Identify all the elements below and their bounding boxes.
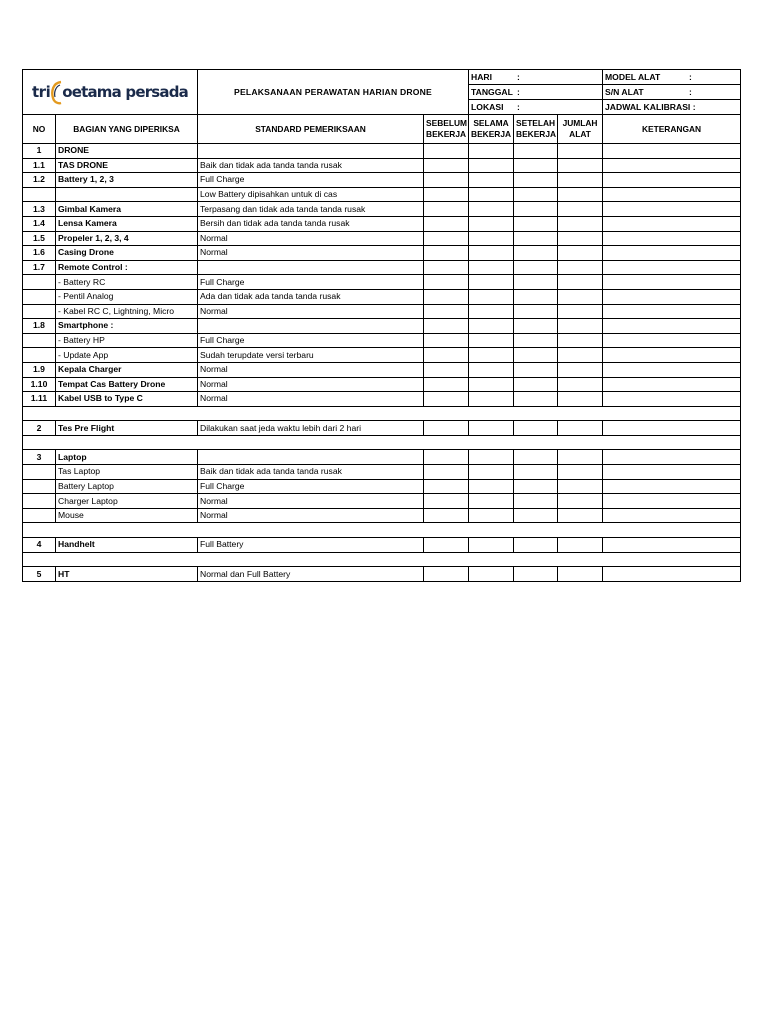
check-sebelum[interactable] xyxy=(424,304,469,319)
col-jumlah: JUMLAH ALAT xyxy=(558,115,603,144)
table-row xyxy=(23,275,741,290)
row-standard: Full Charge xyxy=(198,479,424,494)
check-selama[interactable] xyxy=(469,275,514,290)
row-item: Kabel USB to Type C xyxy=(56,392,198,407)
blank-cell xyxy=(23,435,741,450)
row-standard: Full Charge xyxy=(198,173,424,188)
jumlah-alat[interactable] xyxy=(558,158,603,173)
table-row xyxy=(23,144,741,159)
table-row xyxy=(23,289,741,304)
jumlah-alat[interactable] xyxy=(558,260,603,275)
field-sn-alat[interactable]: S/N ALAT : xyxy=(603,85,741,100)
row-standard: Normal xyxy=(198,494,424,509)
field-lokasi[interactable]: LOKASI : xyxy=(469,100,603,115)
jumlah-alat[interactable] xyxy=(558,465,603,480)
blank-row xyxy=(23,523,741,538)
keterangan[interactable] xyxy=(603,508,741,523)
table-row xyxy=(23,421,741,436)
check-setelah[interactable] xyxy=(514,465,558,480)
check-setelah[interactable] xyxy=(514,304,558,319)
company-logo xyxy=(23,70,198,115)
row-no: 1.7 xyxy=(23,260,56,275)
check-setelah[interactable] xyxy=(514,158,558,173)
check-selama[interactable] xyxy=(469,377,514,392)
keterangan[interactable] xyxy=(603,158,741,173)
jumlah-alat[interactable] xyxy=(558,202,603,217)
check-selama[interactable] xyxy=(469,231,514,246)
row-standard: Baik dan tidak ada tanda tanda rusak xyxy=(198,465,424,480)
table-row xyxy=(23,304,741,319)
jumlah-alat[interactable] xyxy=(558,246,603,261)
check-selama[interactable] xyxy=(469,538,514,553)
table-row xyxy=(23,348,741,363)
check-setelah[interactable] xyxy=(514,567,558,582)
keterangan[interactable] xyxy=(603,333,741,348)
jumlah-alat[interactable] xyxy=(558,319,603,334)
table-row xyxy=(23,158,741,173)
keterangan[interactable] xyxy=(603,479,741,494)
check-setelah[interactable] xyxy=(514,362,558,377)
check-sebelum[interactable] xyxy=(424,187,469,202)
check-sebelum[interactable] xyxy=(424,362,469,377)
row-standard: Normal xyxy=(198,304,424,319)
row-no: 4 xyxy=(23,538,56,553)
keterangan[interactable] xyxy=(603,216,741,231)
row-no: 1 xyxy=(23,144,56,159)
row-standard: Low Battery dipisahkan untuk di cas xyxy=(198,187,424,202)
check-setelah[interactable] xyxy=(514,289,558,304)
check-setelah[interactable] xyxy=(514,421,558,436)
row-no: 5 xyxy=(23,567,56,582)
row-no: 1.5 xyxy=(23,231,56,246)
check-sebelum[interactable] xyxy=(424,538,469,553)
check-sebelum[interactable] xyxy=(424,392,469,407)
keterangan[interactable] xyxy=(603,377,741,392)
row-standard: Normal xyxy=(198,231,424,246)
row-standard: Full Battery xyxy=(198,538,424,553)
table-row xyxy=(23,362,741,377)
row-item: HT xyxy=(56,567,198,582)
blank-row xyxy=(23,552,741,567)
check-setelah[interactable] xyxy=(514,377,558,392)
check-selama[interactable] xyxy=(469,246,514,261)
row-item: - Battery HP xyxy=(56,333,198,348)
table-row xyxy=(23,392,741,407)
check-selama[interactable] xyxy=(469,289,514,304)
check-setelah[interactable] xyxy=(514,202,558,217)
keterangan[interactable] xyxy=(603,246,741,261)
table-row xyxy=(23,450,741,465)
row-item: Mouse xyxy=(56,508,198,523)
check-setelah[interactable] xyxy=(514,479,558,494)
check-selama[interactable] xyxy=(469,216,514,231)
keterangan[interactable] xyxy=(603,392,741,407)
row-standard: Normal dan Full Battery xyxy=(198,567,424,582)
table-row xyxy=(23,333,741,348)
jumlah-alat[interactable] xyxy=(558,450,603,465)
jumlah-alat[interactable] xyxy=(558,508,603,523)
row-item: Gimbal Kamera xyxy=(56,202,198,217)
table-row xyxy=(23,246,741,261)
logo-text-right: oetama persada xyxy=(62,82,188,101)
blank-cell xyxy=(23,406,741,421)
jumlah-alat[interactable] xyxy=(558,567,603,582)
row-standard: Terpasang dan tidak ada tanda tanda rusak xyxy=(198,202,424,217)
keterangan[interactable] xyxy=(603,362,741,377)
check-sebelum[interactable] xyxy=(424,275,469,290)
table-row xyxy=(23,319,741,334)
row-no xyxy=(23,348,56,363)
check-selama[interactable] xyxy=(469,144,514,159)
field-tanggal[interactable]: TANGGAL : xyxy=(469,85,603,100)
table-row xyxy=(23,377,741,392)
row-no xyxy=(23,289,56,304)
row-item: Battery Laptop xyxy=(56,479,198,494)
row-no: 1.3 xyxy=(23,202,56,217)
row-item: Lensa Kamera xyxy=(56,216,198,231)
check-sebelum[interactable] xyxy=(424,333,469,348)
row-item: Battery 1, 2, 3 xyxy=(56,173,198,188)
row-no xyxy=(23,494,56,509)
check-selama[interactable] xyxy=(469,158,514,173)
keterangan[interactable] xyxy=(603,450,741,465)
table-row xyxy=(23,216,741,231)
row-no xyxy=(23,479,56,494)
maintenance-form xyxy=(22,69,740,582)
row-item: Laptop xyxy=(56,450,198,465)
row-standard: Normal xyxy=(198,246,424,261)
row-no: 1.4 xyxy=(23,216,56,231)
row-standard: Normal xyxy=(198,362,424,377)
row-item: DRONE xyxy=(56,144,198,159)
check-selama[interactable] xyxy=(469,304,514,319)
table-row xyxy=(23,479,741,494)
row-item: Handhelt xyxy=(56,538,198,553)
row-no xyxy=(23,304,56,319)
row-item xyxy=(56,187,198,202)
row-item: Smartphone : xyxy=(56,319,198,334)
check-selama[interactable] xyxy=(469,421,514,436)
check-selama[interactable] xyxy=(469,508,514,523)
col-standard: STANDARD PEMERIKSAAN xyxy=(198,115,424,144)
row-no xyxy=(23,333,56,348)
check-selama[interactable] xyxy=(469,494,514,509)
check-setelah[interactable] xyxy=(514,275,558,290)
check-selama[interactable] xyxy=(469,392,514,407)
row-standard: Baik dan tidak ada tanda tanda rusak xyxy=(198,158,424,173)
keterangan[interactable] xyxy=(603,260,741,275)
keterangan[interactable] xyxy=(603,304,741,319)
check-selama[interactable] xyxy=(469,173,514,188)
row-no xyxy=(23,275,56,290)
keterangan[interactable] xyxy=(603,173,741,188)
check-selama[interactable] xyxy=(469,567,514,582)
check-setelah[interactable] xyxy=(514,260,558,275)
check-selama[interactable] xyxy=(469,319,514,334)
row-no: 1.11 xyxy=(23,392,56,407)
row-standard: Ada dan tidak ada tanda tanda rusak xyxy=(198,289,424,304)
jumlah-alat[interactable] xyxy=(558,231,603,246)
row-standard: Bersih dan tidak ada tanda tanda rusak xyxy=(198,216,424,231)
check-selama[interactable] xyxy=(469,479,514,494)
row-item: - Update App xyxy=(56,348,198,363)
blank-row xyxy=(23,406,741,421)
keterangan[interactable] xyxy=(603,275,741,290)
jumlah-alat[interactable] xyxy=(558,538,603,553)
jumlah-alat[interactable] xyxy=(558,333,603,348)
check-sebelum[interactable] xyxy=(424,319,469,334)
check-sebelum[interactable] xyxy=(424,260,469,275)
check-selama[interactable] xyxy=(469,202,514,217)
table-row xyxy=(23,567,741,582)
check-setelah[interactable] xyxy=(514,216,558,231)
keterangan[interactable] xyxy=(603,187,741,202)
blank-cell xyxy=(23,523,741,538)
row-standard xyxy=(198,260,424,275)
check-sebelum[interactable] xyxy=(424,479,469,494)
table-row xyxy=(23,465,741,480)
check-selama[interactable] xyxy=(469,260,514,275)
row-item: Charger Laptop xyxy=(56,494,198,509)
check-sebelum[interactable] xyxy=(424,348,469,363)
check-setelah[interactable] xyxy=(514,508,558,523)
blank-row xyxy=(23,435,741,450)
row-no xyxy=(23,508,56,523)
check-setelah[interactable] xyxy=(514,231,558,246)
check-selama[interactable] xyxy=(469,450,514,465)
check-sebelum[interactable] xyxy=(424,421,469,436)
form-table xyxy=(22,69,741,582)
check-setelah[interactable] xyxy=(514,392,558,407)
row-item: Tas Laptop xyxy=(56,465,198,480)
row-standard xyxy=(198,450,424,465)
keterangan[interactable] xyxy=(603,421,741,436)
jumlah-alat[interactable] xyxy=(558,392,603,407)
row-no: 1.1 xyxy=(23,158,56,173)
form-title: PELAKSANAAN PERAWATAN HARIAN DRONE xyxy=(198,70,469,115)
row-item: - Kabel RC C, Lightning, Micro xyxy=(56,304,198,319)
check-sebelum[interactable] xyxy=(424,289,469,304)
check-sebelum[interactable] xyxy=(424,231,469,246)
row-item: Casing Drone xyxy=(56,246,198,261)
logo-swoosh-icon xyxy=(50,79,62,105)
check-sebelum[interactable] xyxy=(424,377,469,392)
col-bagian: BAGIAN YANG DIPERIKSA xyxy=(56,115,198,144)
col-setelah: SETELAH BEKERJA xyxy=(514,115,558,144)
keterangan[interactable] xyxy=(603,567,741,582)
row-no: 1.8 xyxy=(23,319,56,334)
table-row xyxy=(23,508,741,523)
check-setelah[interactable] xyxy=(514,246,558,261)
check-setelah[interactable] xyxy=(514,333,558,348)
check-setelah[interactable] xyxy=(514,450,558,465)
blank-cell xyxy=(23,552,741,567)
col-sebelum: SEBELUM BEKERJA xyxy=(424,115,469,144)
table-row xyxy=(23,231,741,246)
jumlah-alat[interactable] xyxy=(558,494,603,509)
check-sebelum[interactable] xyxy=(424,567,469,582)
row-item: Kepala Charger xyxy=(56,362,198,377)
check-sebelum[interactable] xyxy=(424,202,469,217)
table-row xyxy=(23,187,741,202)
table-row xyxy=(23,494,741,509)
logo-text-left: tri xyxy=(32,82,51,101)
row-standard: Dilakukan saat jeda waktu lebih dari 2 hari xyxy=(198,421,424,436)
keterangan[interactable] xyxy=(603,231,741,246)
row-no: 1.6 xyxy=(23,246,56,261)
check-selama[interactable] xyxy=(469,348,514,363)
check-sebelum[interactable] xyxy=(424,158,469,173)
table-row xyxy=(23,173,741,188)
row-item: - Battery RC xyxy=(56,275,198,290)
row-no: 1.9 xyxy=(23,362,56,377)
check-sebelum[interactable] xyxy=(424,216,469,231)
keterangan[interactable] xyxy=(603,144,741,159)
row-standard: Full Charge xyxy=(198,333,424,348)
check-sebelum[interactable] xyxy=(424,450,469,465)
row-standard: Normal xyxy=(198,508,424,523)
jumlah-alat[interactable] xyxy=(558,348,603,363)
row-no: 2 xyxy=(23,421,56,436)
col-keterangan: KETERANGAN xyxy=(603,115,741,144)
check-sebelum[interactable] xyxy=(424,144,469,159)
col-no: NO xyxy=(23,115,56,144)
row-item: Propeler 1, 2, 3, 4 xyxy=(56,231,198,246)
table-row xyxy=(23,538,741,553)
row-no: 1.2 xyxy=(23,173,56,188)
jumlah-alat[interactable] xyxy=(558,173,603,188)
field-jadwal-kalibrasi[interactable]: JADWAL KALIBRASI : xyxy=(603,100,741,115)
jumlah-alat[interactable] xyxy=(558,421,603,436)
check-sebelum[interactable] xyxy=(424,465,469,480)
keterangan[interactable] xyxy=(603,202,741,217)
check-setelah[interactable] xyxy=(514,538,558,553)
check-sebelum[interactable] xyxy=(424,508,469,523)
row-standard xyxy=(198,319,424,334)
check-setelah[interactable] xyxy=(514,173,558,188)
row-item: TAS DRONE xyxy=(56,158,198,173)
check-selama[interactable] xyxy=(469,333,514,348)
jumlah-alat[interactable] xyxy=(558,479,603,494)
jumlah-alat[interactable] xyxy=(558,144,603,159)
row-item: Remote Control : xyxy=(56,260,198,275)
row-item: Tempat Cas Battery Drone xyxy=(56,377,198,392)
check-sebelum[interactable] xyxy=(424,173,469,188)
jumlah-alat[interactable] xyxy=(558,304,603,319)
row-standard: Normal xyxy=(198,392,424,407)
keterangan[interactable] xyxy=(603,319,741,334)
keterangan[interactable] xyxy=(603,494,741,509)
check-selama[interactable] xyxy=(469,187,514,202)
row-item: - Pentil Analog xyxy=(56,289,198,304)
col-selama: SELAMA BEKERJA xyxy=(469,115,514,144)
jumlah-alat[interactable] xyxy=(558,216,603,231)
row-no: 3 xyxy=(23,450,56,465)
row-standard: Normal xyxy=(198,377,424,392)
keterangan[interactable] xyxy=(603,348,741,363)
row-standard: Sudah terupdate versi terbaru xyxy=(198,348,424,363)
check-setelah[interactable] xyxy=(514,348,558,363)
check-setelah[interactable] xyxy=(514,187,558,202)
jumlah-alat[interactable] xyxy=(558,362,603,377)
jumlah-alat[interactable] xyxy=(558,377,603,392)
check-sebelum[interactable] xyxy=(424,494,469,509)
check-selama[interactable] xyxy=(469,465,514,480)
jumlah-alat[interactable] xyxy=(558,275,603,290)
table-row xyxy=(23,260,741,275)
row-standard xyxy=(198,144,424,159)
check-setelah[interactable] xyxy=(514,319,558,334)
check-setelah[interactable] xyxy=(514,144,558,159)
row-no xyxy=(23,465,56,480)
table-row xyxy=(23,202,741,217)
jumlah-alat[interactable] xyxy=(558,187,603,202)
check-setelah[interactable] xyxy=(514,494,558,509)
field-model-alat[interactable]: MODEL ALAT : xyxy=(603,70,741,85)
row-no xyxy=(23,187,56,202)
keterangan[interactable] xyxy=(603,465,741,480)
field-hari[interactable]: HARI : xyxy=(469,70,603,85)
check-selama[interactable] xyxy=(469,362,514,377)
keterangan[interactable] xyxy=(603,289,741,304)
row-no: 1.10 xyxy=(23,377,56,392)
jumlah-alat[interactable] xyxy=(558,289,603,304)
keterangan[interactable] xyxy=(603,538,741,553)
check-sebelum[interactable] xyxy=(424,246,469,261)
row-item: Tes Pre Flight xyxy=(56,421,198,436)
row-standard: Full Charge xyxy=(198,275,424,290)
